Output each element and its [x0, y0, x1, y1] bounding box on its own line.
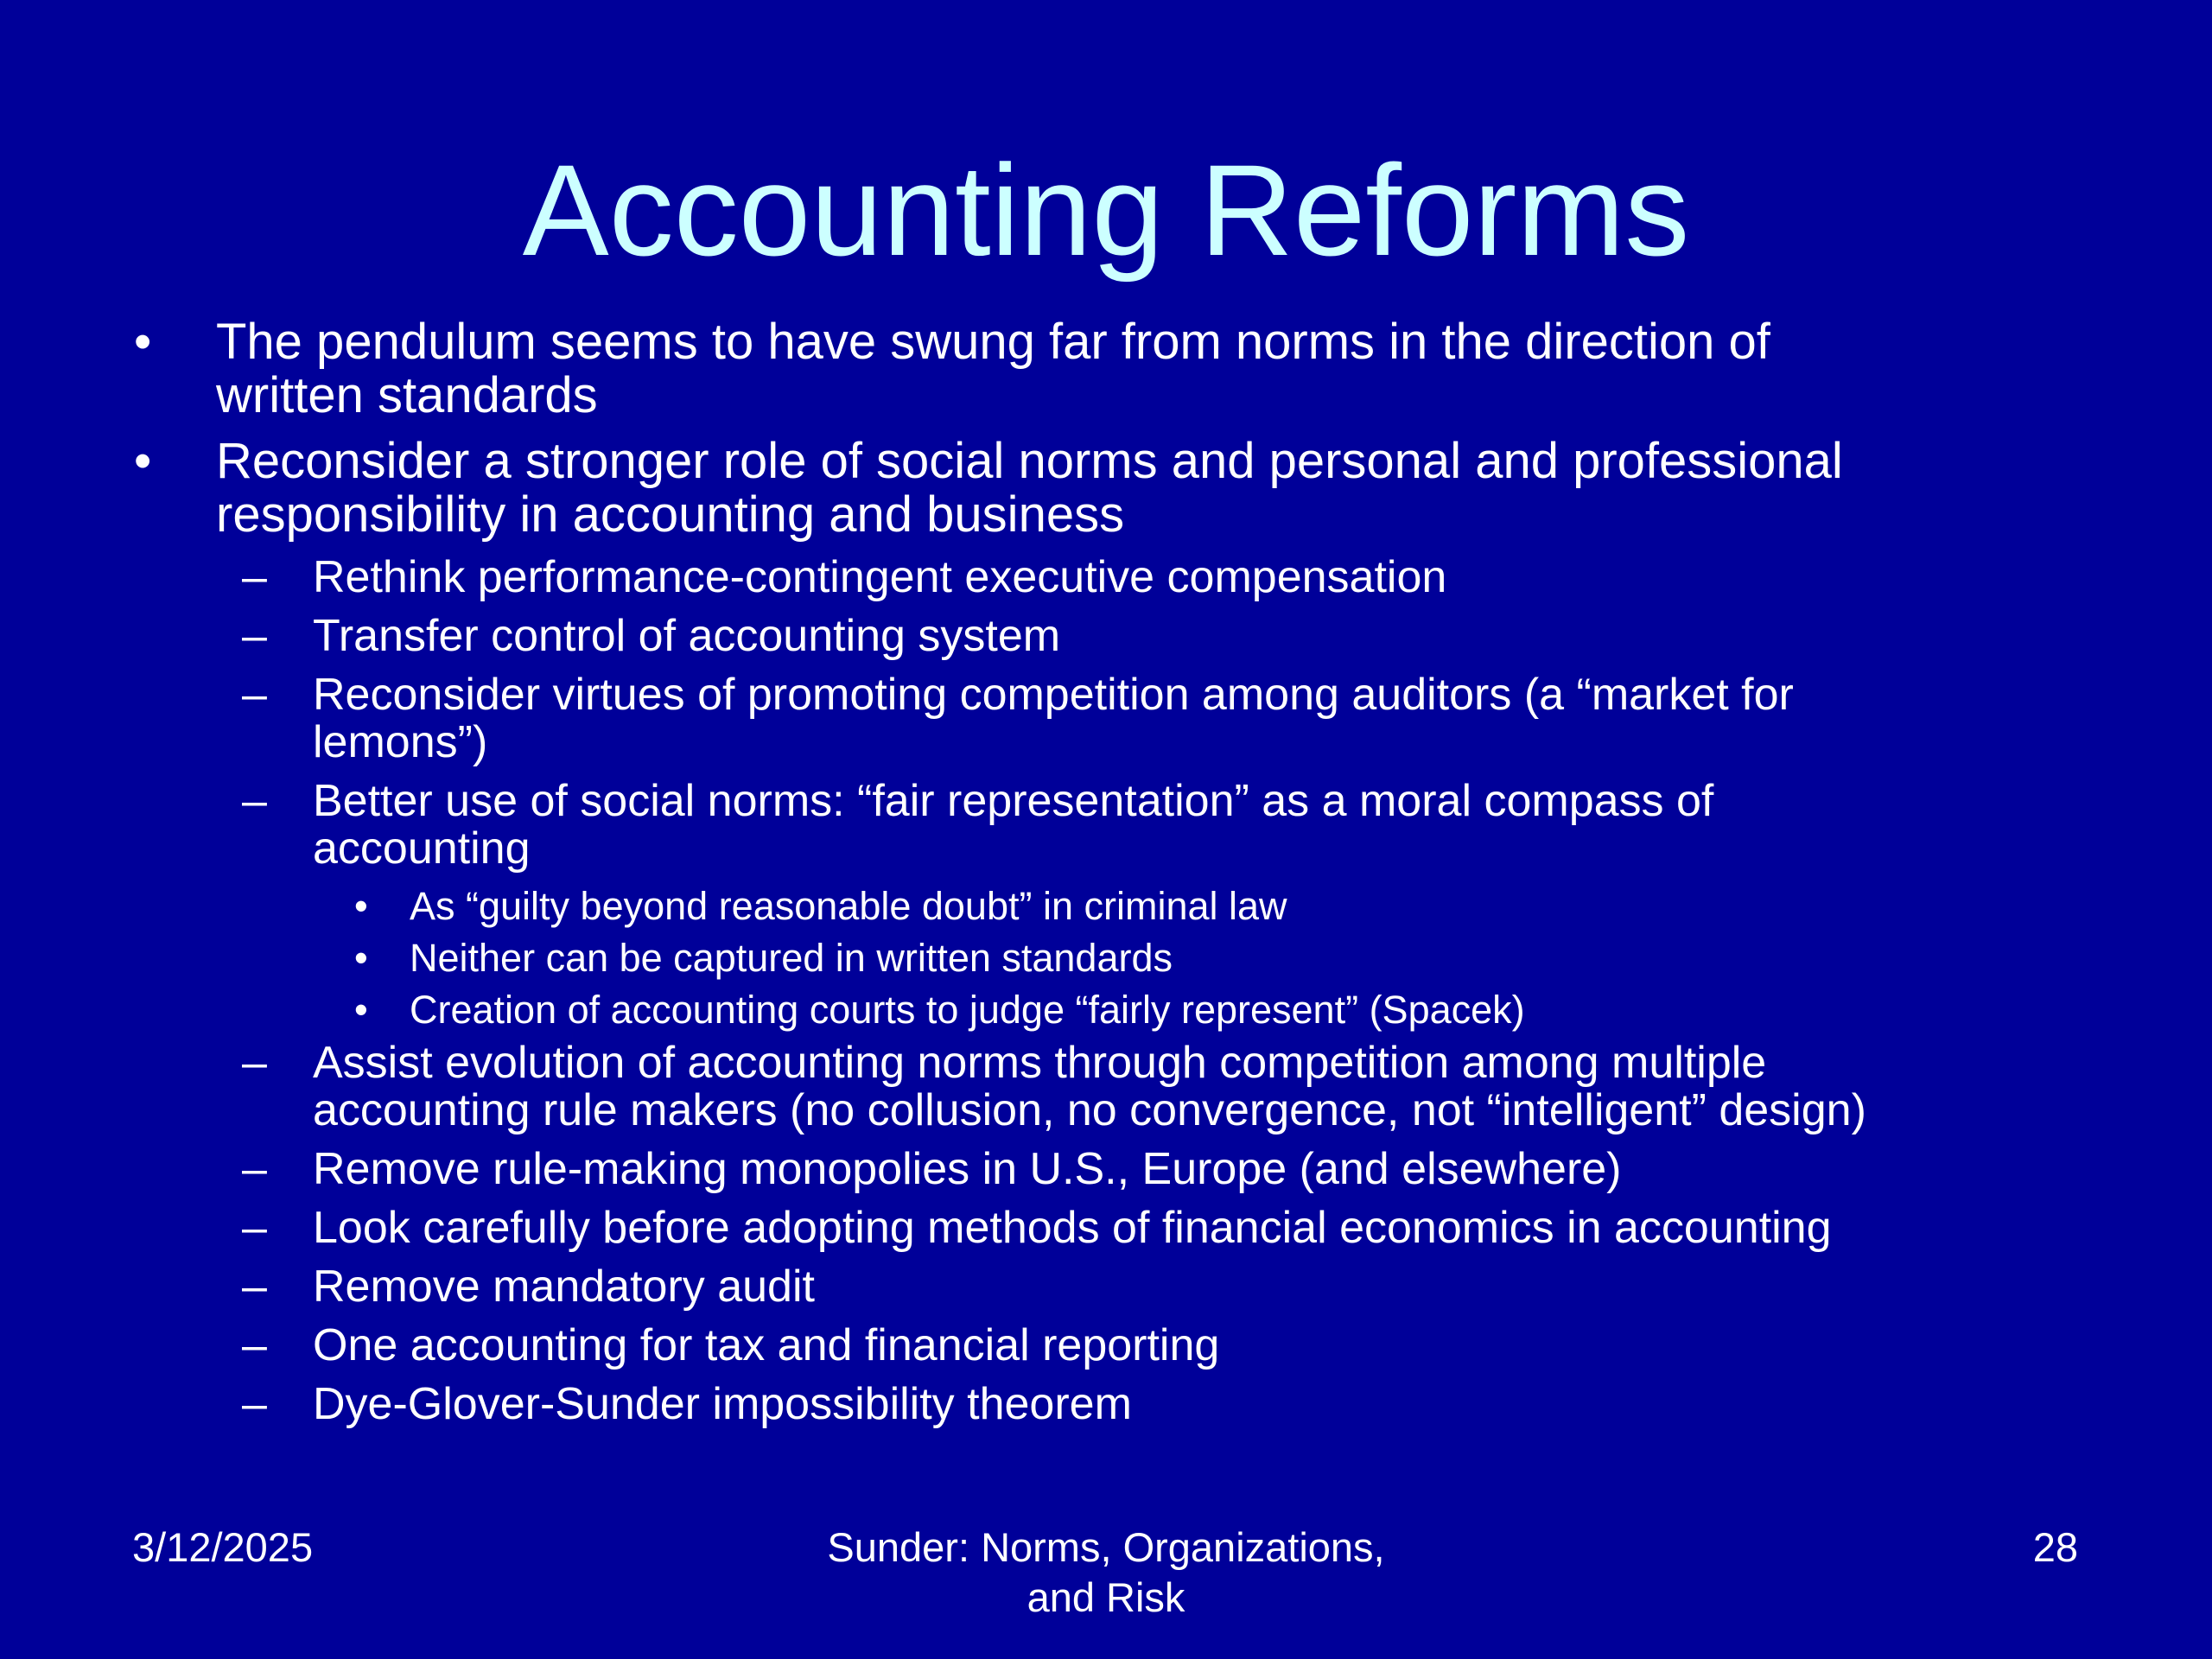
bullet-item: [134, 433, 2212, 543]
bullet-text-line: written standards: [216, 367, 598, 423]
sub-sub-bullet-item: [354, 988, 2212, 1033]
sub-bullet-text-line: Transfer control of accounting system: [313, 611, 1061, 661]
bullet-item: [134, 314, 2212, 423]
dash-icon: –: [242, 1262, 267, 1312]
sub-bullet-text-line: Remove mandatory audit: [313, 1262, 815, 1312]
sub-bullet-text-line: lemons”): [313, 717, 488, 767]
sub-bullet-text-line: Look carefully before adopting methods of financial economics in accounting: [313, 1203, 1832, 1253]
sub-bullet-item: [242, 776, 2212, 874]
sub-bullet-item: [242, 611, 2212, 661]
sub-bullet-text-line: Dye-Glover-Sunder impossibility theorem: [313, 1379, 1132, 1429]
bullet-text-line: The pendulum seems to have swung far from norms in the direction of: [216, 314, 1770, 370]
footer-title: Sunder: Norms, Organizations, and Risk: [827, 1524, 1385, 1620]
bullet-dot-icon: •: [354, 988, 368, 1032]
sub-bullet-text-line: accounting rule makers (no collusion, no convergence, not “intelligent” design): [313, 1085, 1866, 1135]
dash-icon: –: [242, 1203, 267, 1253]
sub-bullet-text-line: Better use of social norms: “fair representation” as a moral compass of: [313, 776, 1714, 826]
bullet-text-line: responsibility in accounting and business: [216, 486, 1125, 543]
sub-sub-bullet-text-line: As “guilty beyond reasonable doubt” in criminal law: [410, 884, 1287, 928]
dash-icon: –: [242, 670, 267, 720]
sub-bullet-item: [242, 552, 2212, 602]
sub-bullet-item: [242, 1379, 2212, 1429]
dash-icon: –: [242, 1320, 267, 1370]
footer-date: 3/12/2025: [132, 1524, 314, 1570]
dash-icon: –: [242, 776, 267, 826]
sub-bullet-item: [242, 670, 2212, 767]
sub-sub-bullet-item: [354, 884, 2212, 929]
sub-bullet-text-line: Reconsider virtues of promoting competition among auditors (a “market for: [313, 670, 1794, 720]
sub-bullet-item: [242, 1144, 2212, 1194]
sub-bullet-item: [242, 1038, 2212, 1135]
dash-icon: –: [242, 611, 267, 661]
bullet-dot-icon: •: [354, 884, 368, 928]
sub-bullet-text-line: One accounting for tax and financial reporting: [313, 1320, 1220, 1370]
sub-bullet-text-line: accounting: [313, 823, 531, 874]
dash-icon: –: [242, 1038, 267, 1088]
sub-bullet-text-line: Remove rule-making monopolies in U.S., Europe (and elsewhere): [313, 1144, 1622, 1194]
bullet-dot-icon: •: [134, 314, 152, 370]
bullet-text-line: Reconsider a stronger role of social norms and personal and professional: [216, 433, 1843, 489]
sub-bullet-item: [242, 1320, 2212, 1370]
sub-bullet-text-line: Rethink performance-contingent executive compensation: [313, 552, 1447, 602]
dash-icon: –: [242, 552, 267, 602]
page-number: 28: [2032, 1524, 2078, 1570]
sub-bullet-item: [242, 1262, 2212, 1312]
bullet-dot-icon: •: [134, 433, 152, 489]
sub-sub-bullet-item: [354, 936, 2212, 981]
sub-sub-bullet-text-line: Creation of accounting courts to judge “fairly represent” (Spacek): [410, 988, 1525, 1032]
sub-bullet-text-line: Assist evolution of accounting norms through competition among multiple: [313, 1038, 1767, 1088]
sub-sub-bullet-text-line: Neither can be captured in written standards: [410, 936, 1173, 980]
dash-icon: –: [242, 1379, 267, 1429]
slide-title: Accounting Reforms: [522, 137, 1690, 283]
bullet-list: [0, 315, 2212, 1440]
dash-icon: –: [242, 1144, 267, 1194]
sub-bullet-item: [242, 1203, 2212, 1253]
bullet-dot-icon: •: [354, 936, 368, 980]
